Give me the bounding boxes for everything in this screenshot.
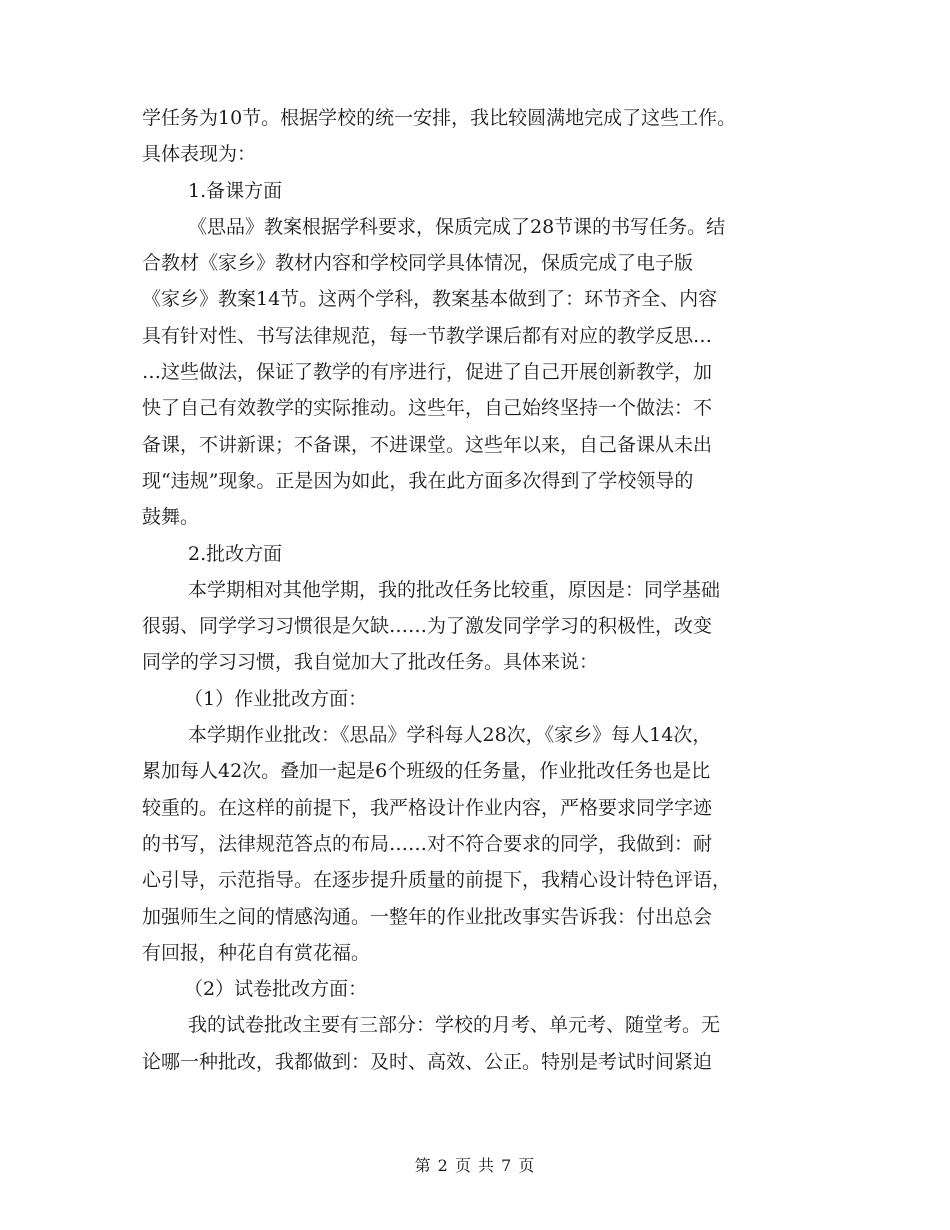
text-line: 备课，不讲新课；不备课，不进课堂。这些年以来，自己备课从未出 — [142, 433, 713, 456]
text-line: 加强师生之间的情感沟通。一整年的作业批改事实告诉我：付出总会 — [142, 905, 713, 928]
text-line: …这些做法，保证了教学的有序进行，促进了自己开展创新教学，加 — [142, 361, 713, 384]
text-line: 的书写，法律规范答点的布局……对不符合要求的同学，我做到：耐 — [142, 832, 713, 855]
text-line: 《家乡》教案14节。这两个学科，教案基本做到了：环节齐全、内容 — [142, 288, 718, 311]
text-line: 较重的。在这样的前提下，我严格设计作业内容，严格要求同学字迹 — [142, 796, 713, 819]
text-line: 合教材《家乡》教材内容和学校同学具体情况，保质完成了电子版 — [142, 252, 694, 275]
text-line: （1）作业批改方面： — [184, 687, 368, 710]
text-line: 心引导，示范指导。在逐步提升质量的前提下，我精心设计特色评语， — [142, 869, 732, 892]
text-line: 《思品》教案根据学科要求，保质完成了28节课的书写任务。结 — [188, 215, 726, 238]
text-line: 1.备课方面 — [188, 179, 283, 202]
text-line: 累加每人42次。叠加一起是6个班级的任务量，作业批改任务也是比 — [142, 760, 711, 783]
page-number-footer: 第 2 页 共 7 页 — [414, 1156, 536, 1175]
document-body — [142, 100, 808, 1080]
text-line: 鼓舞。 — [142, 506, 200, 529]
text-line: （2）试卷批改方面： — [184, 978, 368, 1001]
text-line: 学任务为10节。根据学校的统一安排，我比较圆满地完成了这些工作。 — [142, 107, 737, 129]
text-line: 本学期作业批改：《思品》学科每人28次，《家乡》每人14次， — [188, 724, 712, 747]
text-line: 有回报，种花自有赏花福。 — [142, 941, 371, 964]
text-line: 很弱、同学学习习惯很是欠缺……为了激发同学学习的积极性，改变 — [142, 615, 713, 638]
text-line: 现“违规”现象。正是因为如此，我在此方面多次得到了学校领导的 — [142, 469, 694, 492]
text-line: 我的试卷批改主要有三部分：学校的月考、单元考、随堂考。无 — [188, 1014, 721, 1037]
text-line: 同学的学习习惯，我自觉加大了批改任务。具体来说： — [142, 651, 599, 674]
text-line: 论哪一种批改，我都做到：及时、高效、公正。特别是考试时间紧迫 — [142, 1050, 713, 1073]
text-line: 具体表现为： — [142, 143, 257, 166]
text-line: 2.批改方面 — [188, 542, 283, 565]
text-line: 本学期相对其他学期，我的批改任务比较重，原因是：同学基础 — [188, 578, 721, 601]
text-line: 具有针对性、书写法律规范，每一节教学课后都有对应的教学反思… — [142, 324, 713, 347]
text-line: 快了自己有效教学的实际推动。这些年，自己始终坚持一个做法：不 — [142, 397, 713, 420]
